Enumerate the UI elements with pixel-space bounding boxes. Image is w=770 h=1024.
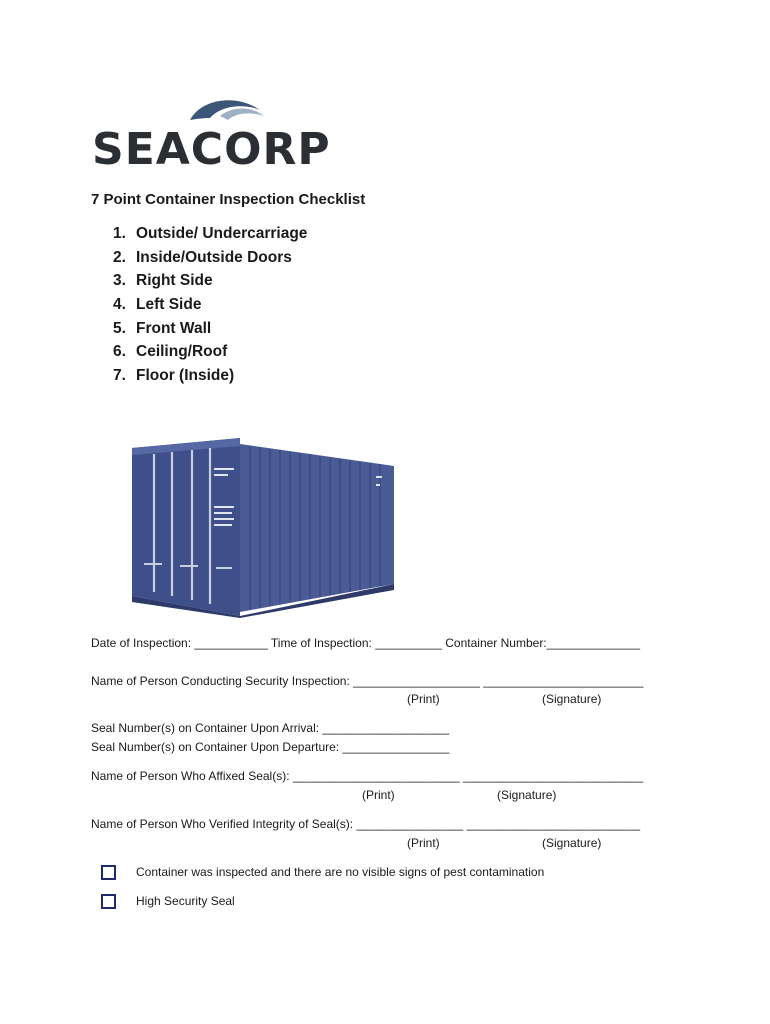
inspection-date-time-line: Date of Inspection: ___________ Time of Inspection: __________ Container Number:______________ [91, 636, 641, 650]
checklist-item: 5. Front Wall [113, 319, 212, 337]
print-caption: (Print) [407, 692, 440, 706]
pest-inspection-label: Container was inspected and there are no visible signs of pest contamination [136, 865, 545, 879]
seal-arrival-line: Seal Number(s) on Container Upon Arrival: ___________________ [91, 721, 450, 735]
checklist-item: 3. Right Side [113, 272, 213, 290]
print-caption: (Print) [362, 788, 395, 802]
print-caption: (Print) [407, 836, 440, 850]
seacorp-logo [92, 94, 364, 176]
document-title: 7 Point Container Inspection Checklist [91, 191, 366, 208]
checklist-item: 7. Floor (Inside) [113, 367, 235, 385]
pest-inspection-checkbox[interactable] [101, 865, 116, 880]
shipping-container-image [132, 436, 396, 618]
checklist-item: 2. Inside/Outside Doors [113, 248, 292, 266]
logo-text: SEACORP [92, 124, 331, 175]
seal-departure-line: Seal Number(s) on Container Upon Departure: ________________ [91, 740, 450, 754]
high-security-seal-label: High Security Seal [136, 894, 235, 908]
signature-caption: (Signature) [542, 692, 602, 706]
signature-caption: (Signature) [542, 836, 602, 850]
seal-affixed-by-line: Name of Person Who Affixed Seal(s): _________________________ ___________________________ [91, 769, 644, 783]
high-security-seal-checkbox[interactable] [101, 894, 116, 909]
checklist-item: 6. Ceiling/Roof [113, 343, 228, 361]
checklist-item: 4. Left Side [113, 296, 202, 314]
checklist-item: 1. Outside/ Undercarriage [113, 225, 308, 242]
signature-caption: (Signature) [497, 788, 557, 802]
inspection-checklist [113, 224, 307, 390]
seal-verified-by-line: Name of Person Who Verified Integrity of Seal(s): ________________ __________________________ [91, 817, 641, 831]
inspector-name-line: Name of Person Conducting Security Inspection: ___________________ ________________________ [91, 674, 644, 688]
